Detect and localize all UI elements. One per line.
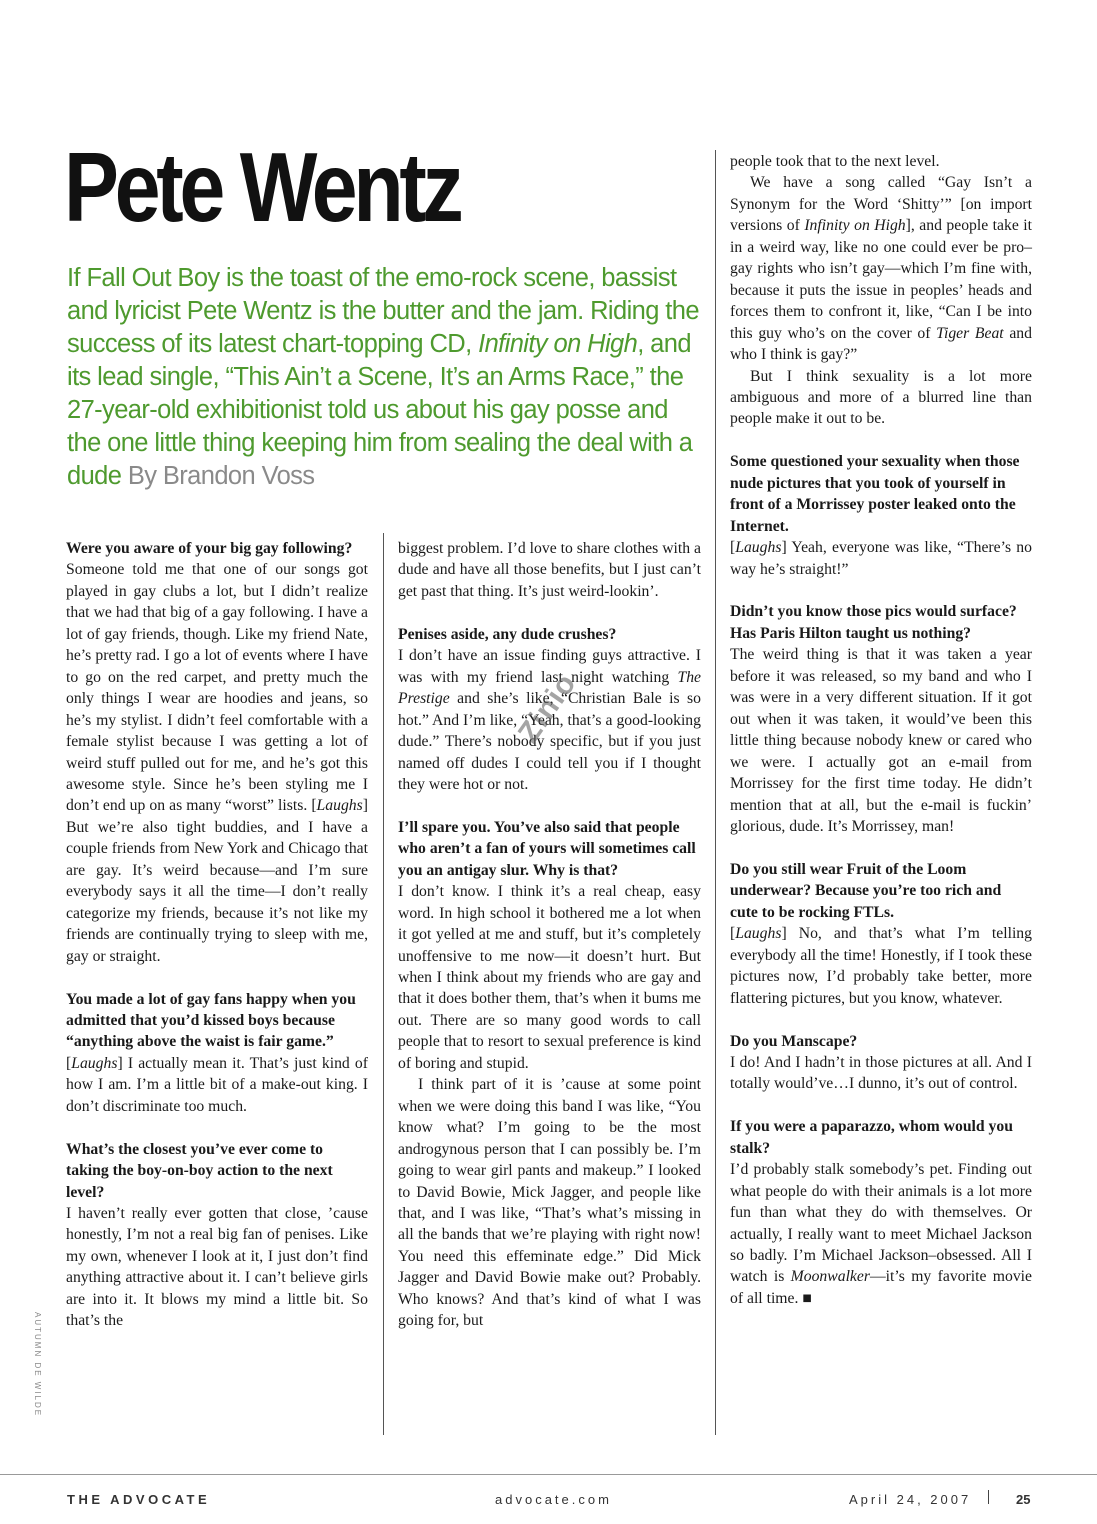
answer: We have a song called “Gay Isn’t a Synonym for the Word ‘Shitty’” [on import versions of Infinity on High], and people take it in a weird way, like no one could ever be pro–gay rights who isn’t gay—which I’m fine with, because it puts the issue in peoples’ heads and forces them to confront it, like, “Can I be into this guy who’s on the cover of Tiger Beat and who I think is gay?” — [730, 174, 1032, 364]
watermark: Zinio — [512, 667, 584, 749]
article-column-3 — [730, 151, 1032, 1309]
answer: I don’t have an issue finding guys attractive. I was with my friend last night watching The Prestige and she’s like, “Christian Bale is so hot.” And I’m like, “Yeah, that’s a good-looking dude.” There’s nobody specific, but if you just named off dudes I could tell you if I thought they were hot or not. — [398, 647, 701, 793]
answer: I don’t know. I think it’s a real cheap, easy word. In high school it bothered me a lot when it got yelled at me and stuff, but it’s completely unoffensive to me now—it doesn’t hurt. But when I think about my friends who are gay and that it does bother them, that’s when it bums me out. There are so many good words to call people that to resort to sexual preference is kind of boring and stupid. — [398, 883, 701, 1072]
answer: [Laughs] No, and that’s what I’m telling everybody all the time! Honestly, if I took these pictures now, I’d probably take better, more flattering pictures, but you know, whatever. — [730, 925, 1032, 1007]
footer-separator — [988, 1490, 989, 1504]
page-number: 25 — [1016, 1492, 1031, 1507]
answer: I think part of it is ’cause at some point when we were doing this band I was like, “You know what? I’m going to be the most androgynous person that I can possibly be. I’m going to wear girl pants and makeup.” I looked to David Bowie, Mick Jagger, and people like that, and I was like, “That’s what’s missing in all the bands that we’re playing with right now! You need this effeminate edge.” Did Mick Jagger and David Bowie make out? Probably. Who knows? And that’s kind of what I was going for, but — [398, 1076, 701, 1330]
question: Some questioned your sexuality when those nude pictures that you took of yourself in front of a Morrissey poster leaked onto the Internet. — [730, 453, 1020, 535]
question: Didn’t you know those pics would surface? Has Paris Hilton taught us nothing? — [730, 603, 1017, 642]
article-column-2 — [398, 538, 701, 1332]
question: If you were a paparazzo, whom would you stalk? — [730, 1118, 1013, 1157]
question: Were you aware of your big gay following? — [66, 540, 353, 557]
article-deck — [67, 262, 707, 493]
answer: [Laughs] I actually mean it. That’s just kind of how I am. I’m a little bit of a make-out king. I don’t discriminate too much. — [66, 1054, 368, 1115]
answer: The weird thing is that it was taken a year before it was released, so my band and who I was were in a very different situation. If it got out when it was taken, it would’ve been this little thing because nobody knew or cared who we were. I actually got an e-mail from Morrissey for the first time today. He didn’t mention that at all, but the e-mail is fuckin’ glorious, dude. It’s Morrissey, man! — [730, 646, 1032, 836]
deck-text-end: , and its lead single, “This Ain’t a Scene, It’s an Arms Race,” the 27-year-old exhibitionist told us about his gay posse and the one little thing keeping him from sealing the deal with a dude — [67, 330, 693, 490]
footer-publication: THE ADVOCATE — [67, 1492, 211, 1507]
answer-continuation: people took that to the next level. — [730, 153, 940, 170]
answer-continuation: biggest problem. I’d love to share clothes with a dude and have all those benefits, but I just can’t get past that thing. It’s just weird-lookin’. — [398, 540, 701, 600]
footer-rule — [0, 1474, 1097, 1475]
photo-credit: AUTUMN DE WILDE — [33, 1312, 42, 1418]
deck-text: If Fall Out Boy is the toast of the emo-rock scene, bassist and lyricist Pete Wentz is the butter and the jam. Riding the success of its latest chart-topping CD, — [67, 264, 699, 358]
answer: [Laughs] Yeah, everyone was like, “There’s no way he’s straight!” — [730, 539, 1032, 578]
answer: Someone told me that one of our songs got played in gay clubs a lot, but I didn’t realize that we had that big of a gay following. I have a lot of gay friends, though. Like my friend Nate, he’s pretty rad. I go a lot of events where I have to go on the red carpet, and pretty much the only things I wear are hoodies and jeans, so he’s my stylist. I didn’t feel comfortable with a female stylist because I was getting a lot of weird stuff pulled out for me, and he’s got this awesome style. Since he’s been styling me I don’t end up on as many “worst” lists. [Laughs] But we’re also tight buddies, and I have a couple friends from New York and Chicago that are gay. It’s weird because—and I’m sure everybody says it all the time—I don’t really categorize my friends, because it’s not like my friends are continually trying to sleep with me, gay or straight. — [66, 561, 368, 965]
footer-date: April 24, 2007 — [849, 1492, 972, 1507]
answer: I do! And I hadn’t in those pictures at all. And I totally would’ve…I dunno, it’s out of control. — [730, 1053, 1032, 1093]
column-rule — [383, 533, 384, 1435]
column-rule — [715, 150, 716, 1435]
footer-website: advocate.com — [495, 1492, 612, 1507]
answer: But I think sexuality is a lot more ambiguous and more of a blurred line than people make it out to be. — [730, 367, 1032, 428]
question: Do you Manscape? — [730, 1032, 858, 1050]
byline: By Brandon Voss — [127, 462, 315, 490]
question: You made a lot of gay fans happy when you admitted that you’d kissed boys because “anything above the waist is fair game.” — [66, 990, 356, 1051]
question: Do you still wear Fruit of the Loom underwear? Because you’re too rich and cute to be rocking FTLs. — [730, 860, 1002, 921]
question: Penises aside, any dude crushes? — [398, 625, 617, 643]
answer: I’d probably stalk somebody’s pet. Finding out what people do with their animals is a lot more fun than what they do with themselves. Or actually, I really want to meet Michael Jackson so badly. I’m Michael Jackson–obsessed. All I watch is Moonwalker—it’s my favorite movie of all time. ■ — [730, 1161, 1032, 1307]
question: What’s the closest you’ve ever come to taking the boy-on-boy action to the next level? — [66, 1140, 333, 1201]
article-column-1 — [66, 538, 368, 1332]
deck-album-title: Infinity on High — [478, 330, 638, 358]
answer: I haven’t really ever gotten that close, ’cause honestly, I’m not a real big fan of penises. Like my own, whenever I look at it, I just don’t find anything attractive about it. I can’t believe girls are into it. It blows my mind a little bit. So that’s the — [66, 1205, 368, 1330]
article-title: Pete Wentz — [64, 132, 460, 242]
question: I’ll spare you. You’ve also said that people who aren’t a fan of yours will sometimes call you an antigay slur. Why is that? — [398, 818, 696, 879]
